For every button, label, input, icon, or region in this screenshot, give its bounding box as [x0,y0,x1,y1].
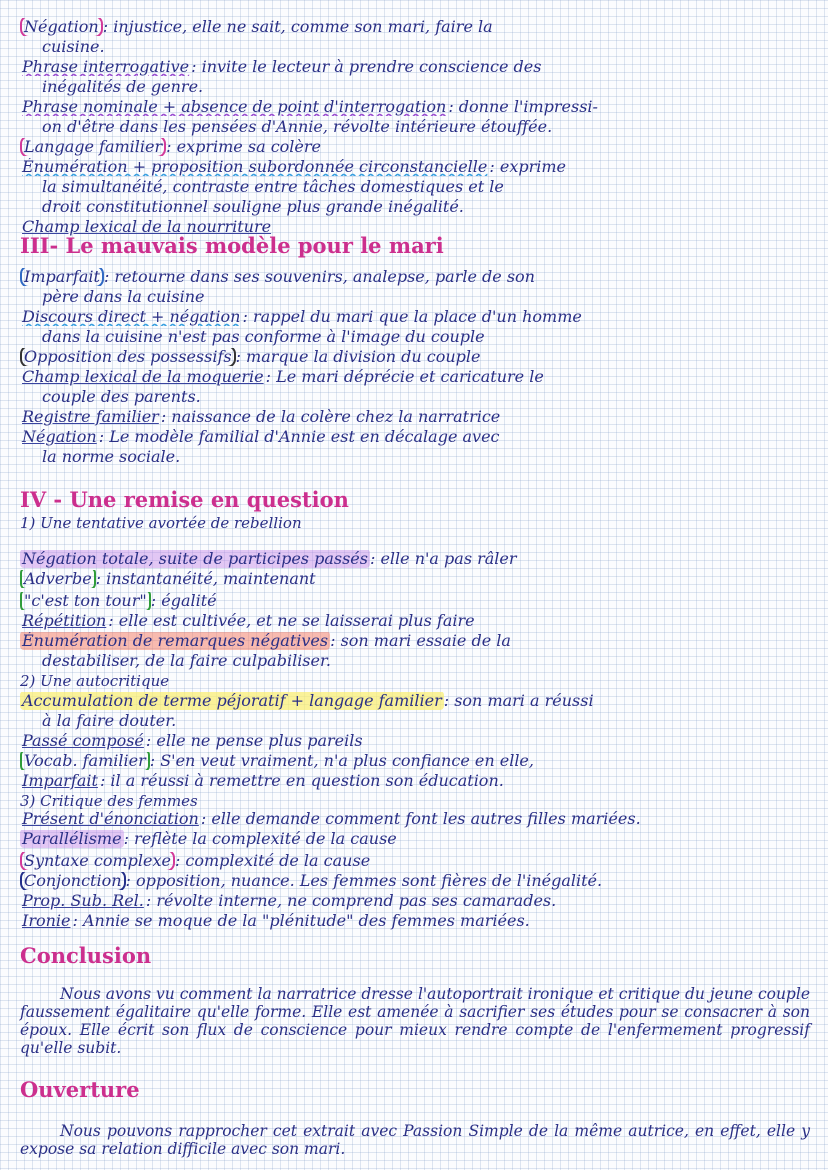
note-prop-sub-rel: Prop. Sub. Rel. : révolte interne, ne comprend pas ses camarades. [22,892,557,910]
ouverture-heading: Ouverture [20,1077,140,1102]
note-vocab-familier: Vocab. familier : S'en veut vraiment, n'a plus confiance en elle, [20,752,820,770]
note-registre-familier: Registre familier : naissance de la colère chez la narratrice [22,408,501,426]
note-continuation: la norme sociale. [42,448,181,466]
note-continuation: la simultanéité, contraste entre tâches domestiques et le [42,178,504,196]
note-phrase-nominale: Phrase nominale + absence de point d'interrogation : donne l'impressi- [22,98,598,116]
note-continuation: droit constitutionnel souligne plus grande inégalité. [42,198,464,216]
note-enumeration: Énumération + proposition subordonnée circonstancielle : exprime [22,158,567,176]
note-conjonction: Conjonction : opposition, nuance. Les femmes sont fières de l'inégalité. [20,872,820,890]
note-champ-moquerie: Champ lexical de la moquerie : Le mari déprécie et caricature le [22,368,544,386]
note-langage-familier: Langage familier : exprime sa colère [20,138,820,156]
note-key: Négation [20,18,103,36]
note-continuation: destabiliser, de la faire culpabiliser. [42,652,331,670]
note-negation: Négation : injustice, elle ne sait, comme son mari, faire la [20,18,820,36]
section-heading-iii: III- Le mauvais modèle pour le mari [20,233,444,258]
note-syntaxe-complexe: Syntaxe complexe : complexité de la cause [20,852,820,870]
note-discours-direct: Discours direct + négation : rappel du mari que la place d'un homme [22,308,582,326]
note-ironie: Ironie : Annie se moque de la "plénitude" des femmes mariées. [22,912,530,930]
note-negation-totale: Négation totale, suite de participes passés : elle n'a pas râler [22,550,517,568]
note-continuation: dans la cuisine n'est pas conforme à l'image du couple [42,328,485,346]
section-heading-iv: IV - Une remise en question [20,487,349,512]
note-champ-lexical: Champ lexical de la nourriture [22,218,272,236]
note-imparfait-education: Imparfait : il a réussi à remettre en question son éducation. [22,772,504,790]
conclusion-paragraph: Nous avons vu comment la narratrice dresse l'autoportrait ironique et critique du jeune couple faussement égalitaire qu'elle forme. Elle est amenée à sacrifier ses études pour se consacrer à son époux. Elle écrit son flux de conscience pour mieux rendre compte de l'enfermement progressif qu'elle subit. [20,985,810,1057]
note-present-enonciation: Présent d'énonciation : elle demande comment font les autres filles mariées. [22,810,641,828]
note-opposition-possessifs: Opposition des possessifs : marque la division du couple [20,348,820,366]
subsection-heading: 2) Une autocritique [20,672,170,690]
note-continuation: on d'être dans les pensées d'Annie, révolte intérieure étouffée. [42,118,553,136]
conclusion-heading: Conclusion [20,943,152,968]
subsection-heading: 3) Critique des femmes [20,792,198,810]
note-continuation: inégalités de genre. [42,78,204,96]
note-continuation: cuisine. [42,38,105,56]
note-adverbe: Adverbe : instantanéité, maintenant [20,570,820,588]
note-imparfait: Imparfait : retourne dans ses souvenirs, analepse, parle de son [20,268,820,286]
subsection-heading: 1) Une tentative avortée de rebellion [20,514,302,532]
note-continuation: père dans la cuisine [42,288,205,306]
note-enumeration-remarques: Énumération de remarques négatives : son mari essaie de la [22,632,511,650]
ouverture-paragraph: Nous pouvons rapprocher cet extrait avec Passion Simple de la même autrice, en effet, elle y expose sa relation difficile avec son mari. [20,1122,810,1158]
note-repetition: Répétition : elle est cultivée, et ne se laisserai plus faire [22,612,475,630]
note-negation-modele: Négation : Le modèle familial d'Annie est en décalage avec [22,428,500,446]
note-parallelisme: Parallélisme : reflète la complexité de la cause [22,830,397,848]
note-continuation: couple des parents. [42,388,201,406]
note-accumulation: Accumulation de terme péjoratif + langage familier : son mari a réussi [22,692,594,710]
note-passe-compose: Passé composé : elle ne pense plus pareils [22,732,363,750]
note-continuation: à la faire douter. [42,712,177,730]
note-cest-ton-tour: "c'est ton tour" : égalité [20,592,820,610]
note-phrase-interrogative: Phrase interrogative : invite le lecteur à prendre conscience des [22,58,542,76]
